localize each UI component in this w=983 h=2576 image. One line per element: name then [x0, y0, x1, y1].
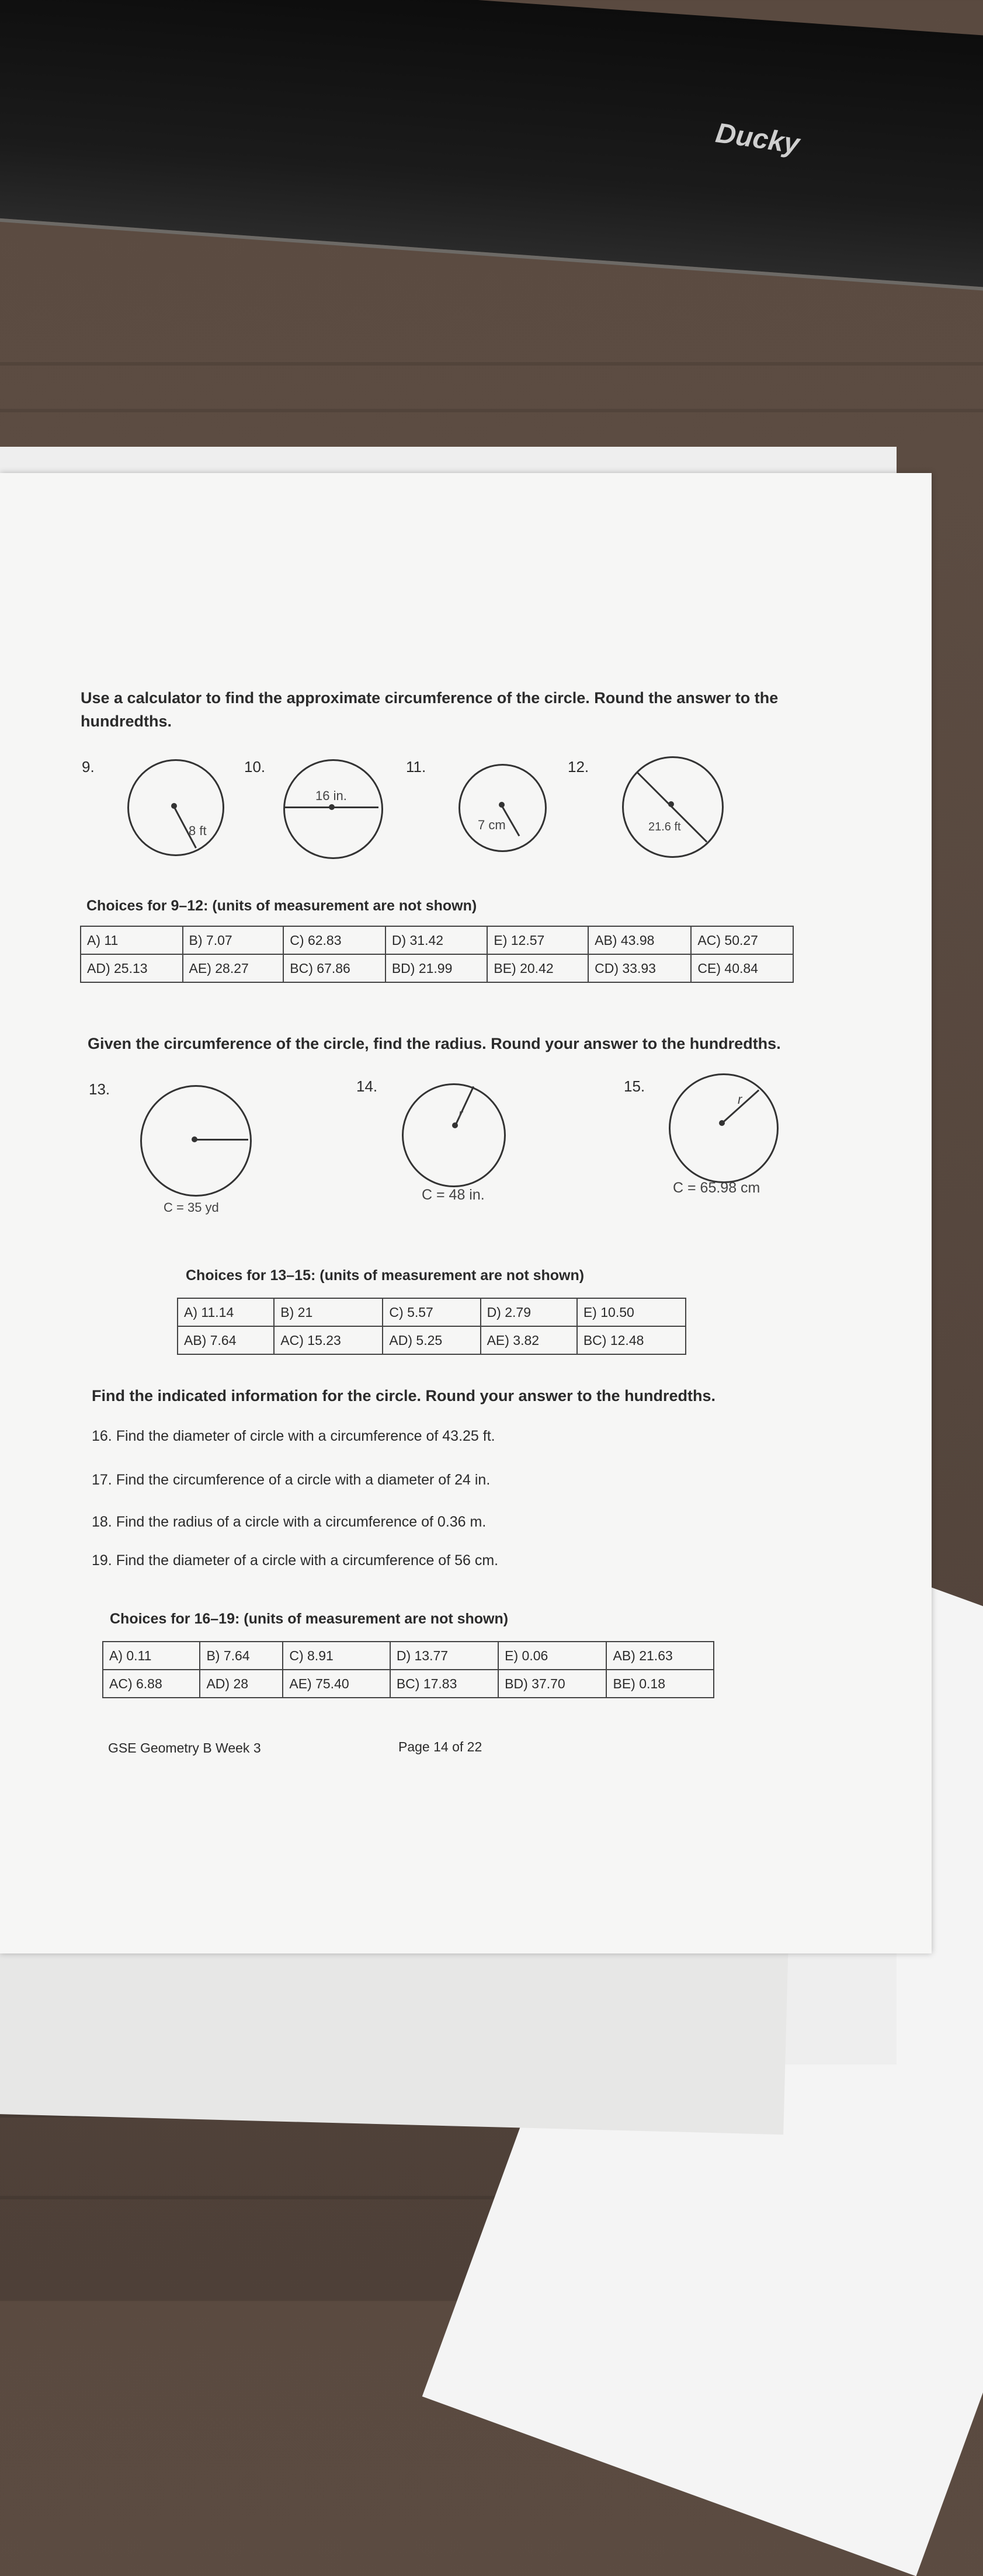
- table-cell: AB) 21.63: [606, 1642, 714, 1670]
- table-cell: A) 11.14: [178, 1298, 274, 1326]
- desk-grain: [0, 362, 983, 366]
- table-cell: E) 0.06: [498, 1642, 606, 1670]
- table-cell: D) 2.79: [481, 1298, 577, 1326]
- table-cell: C) 8.91: [283, 1642, 390, 1670]
- circle-15-radius-label: r: [738, 1092, 742, 1107]
- table-cell: D) 13.77: [390, 1642, 498, 1670]
- circle-12-label: 21.6 ft: [648, 821, 681, 833]
- table-cell: AB) 7.64: [178, 1326, 274, 1354]
- circle-13-radius: [194, 1139, 248, 1141]
- table-cell: BC) 12.48: [577, 1326, 686, 1354]
- circle-14: [402, 1083, 506, 1187]
- table-row: [81, 926, 793, 954]
- table-cell: B) 21: [274, 1298, 383, 1326]
- table-cell: BC) 67.86: [283, 954, 385, 982]
- section3-instructions: Find the indicated information for the circle. Round your answer to the hundredths.: [92, 1387, 716, 1405]
- circle-14-label: C = 48 in.: [422, 1187, 485, 1203]
- footer-course: GSE Geometry B Week 3: [108, 1740, 261, 1755]
- table-cell: C) 62.83: [283, 926, 385, 954]
- problem-15-number: 15.: [624, 1077, 645, 1095]
- table-cell: B) 7.64: [200, 1642, 283, 1670]
- table-cell: BC) 17.83: [390, 1670, 498, 1698]
- circle-15-label: C = 65.98 cm: [673, 1180, 760, 1196]
- table-cell: BE) 0.18: [606, 1670, 714, 1698]
- circle-12-center: [668, 801, 674, 807]
- problem-18: 18. Find the radius of a circle with a circumference of 0.36 m.: [92, 1514, 487, 1530]
- circle-14-radius-label: r: [458, 1107, 463, 1121]
- problem-12-number: 12.: [568, 758, 589, 776]
- table-cell: A) 0.11: [103, 1642, 200, 1670]
- circle-13-label: C = 35 yd: [164, 1200, 219, 1215]
- circle-10-center: [329, 804, 335, 810]
- worksheet-page: [0, 473, 932, 1953]
- choices-16-19-title: Choices for 16–19: (units of measurement are not shown): [110, 1611, 509, 1627]
- keyboard: [0, 0, 983, 291]
- choices-16-19-table: [102, 1641, 714, 1698]
- problem-17: 17. Find the circumference of a circle with a diameter of 24 in.: [92, 1472, 491, 1488]
- table-cell: AD) 25.13: [81, 954, 183, 982]
- table-row: [103, 1670, 714, 1698]
- problem-13-number: 13.: [89, 1080, 110, 1098]
- problem-9-number: 9.: [82, 758, 95, 776]
- table-cell: AE) 28.27: [183, 954, 284, 982]
- table-cell: CE) 40.84: [691, 954, 793, 982]
- table-cell: AC) 15.23: [274, 1326, 383, 1354]
- table-cell: C) 5.57: [383, 1298, 480, 1326]
- problem-14-number: 14.: [356, 1077, 378, 1095]
- table-row: [178, 1298, 686, 1326]
- desk-grain: [0, 409, 983, 412]
- choices-13-15-table: [177, 1298, 686, 1355]
- circle-15: [669, 1073, 779, 1183]
- problem-11-number: 11.: [406, 758, 426, 776]
- footer-page-number: Page 14 of 22: [398, 1739, 482, 1754]
- table-cell: A) 11: [81, 926, 183, 954]
- table-cell: AD) 28: [200, 1670, 283, 1698]
- table-cell: BD) 37.70: [498, 1670, 606, 1698]
- choices-9-12-table: [80, 926, 794, 983]
- table-row: [178, 1326, 686, 1354]
- section2-instructions: Given the circumference of the circle, find the radius. Round your answer to the hundredths.: [88, 1035, 781, 1052]
- circle-11-label: 7 cm: [478, 818, 506, 832]
- table-cell: CD) 33.93: [588, 954, 691, 982]
- table-cell: BE) 20.42: [487, 954, 588, 982]
- table-cell: E) 10.50: [577, 1298, 686, 1326]
- table-cell: AE) 3.82: [481, 1326, 577, 1354]
- table-cell: AC) 50.27: [691, 926, 793, 954]
- table-cell: E) 12.57: [487, 926, 588, 954]
- paper-sheet-back-bottom: [0, 1927, 789, 2135]
- circle-9-label: 8 ft: [189, 823, 207, 838]
- table-cell: AD) 5.25: [383, 1326, 480, 1354]
- choices-9-12-title: Choices for 9–12: (units of measurement are not shown): [86, 898, 477, 914]
- table-cell: B) 7.07: [183, 926, 284, 954]
- table-cell: AE) 75.40: [283, 1670, 390, 1698]
- circle-10-label: 16 in.: [315, 788, 347, 803]
- problem-16: 16. Find the diameter of circle with a circumference of 43.25 ft.: [92, 1428, 495, 1444]
- table-cell: BD) 21.99: [385, 954, 488, 982]
- keyboard-brand-logo: Ducky: [714, 117, 802, 160]
- problem-19: 19. Find the diameter of a circle with a circumference of 56 cm.: [92, 1552, 499, 1569]
- choices-13-15-title: Choices for 13–15: (units of measurement are not shown): [186, 1267, 585, 1284]
- table-cell: AB) 43.98: [588, 926, 691, 954]
- section1-instructions: Use a calculator to find the approximate circumference of the circle. Round the answer to the hundredths.: [81, 689, 779, 730]
- table-cell: D) 31.42: [385, 926, 488, 954]
- table-row: [103, 1642, 714, 1670]
- table-row: [81, 954, 793, 982]
- problem-10-number: 10.: [244, 758, 266, 776]
- table-cell: AC) 6.88: [103, 1670, 200, 1698]
